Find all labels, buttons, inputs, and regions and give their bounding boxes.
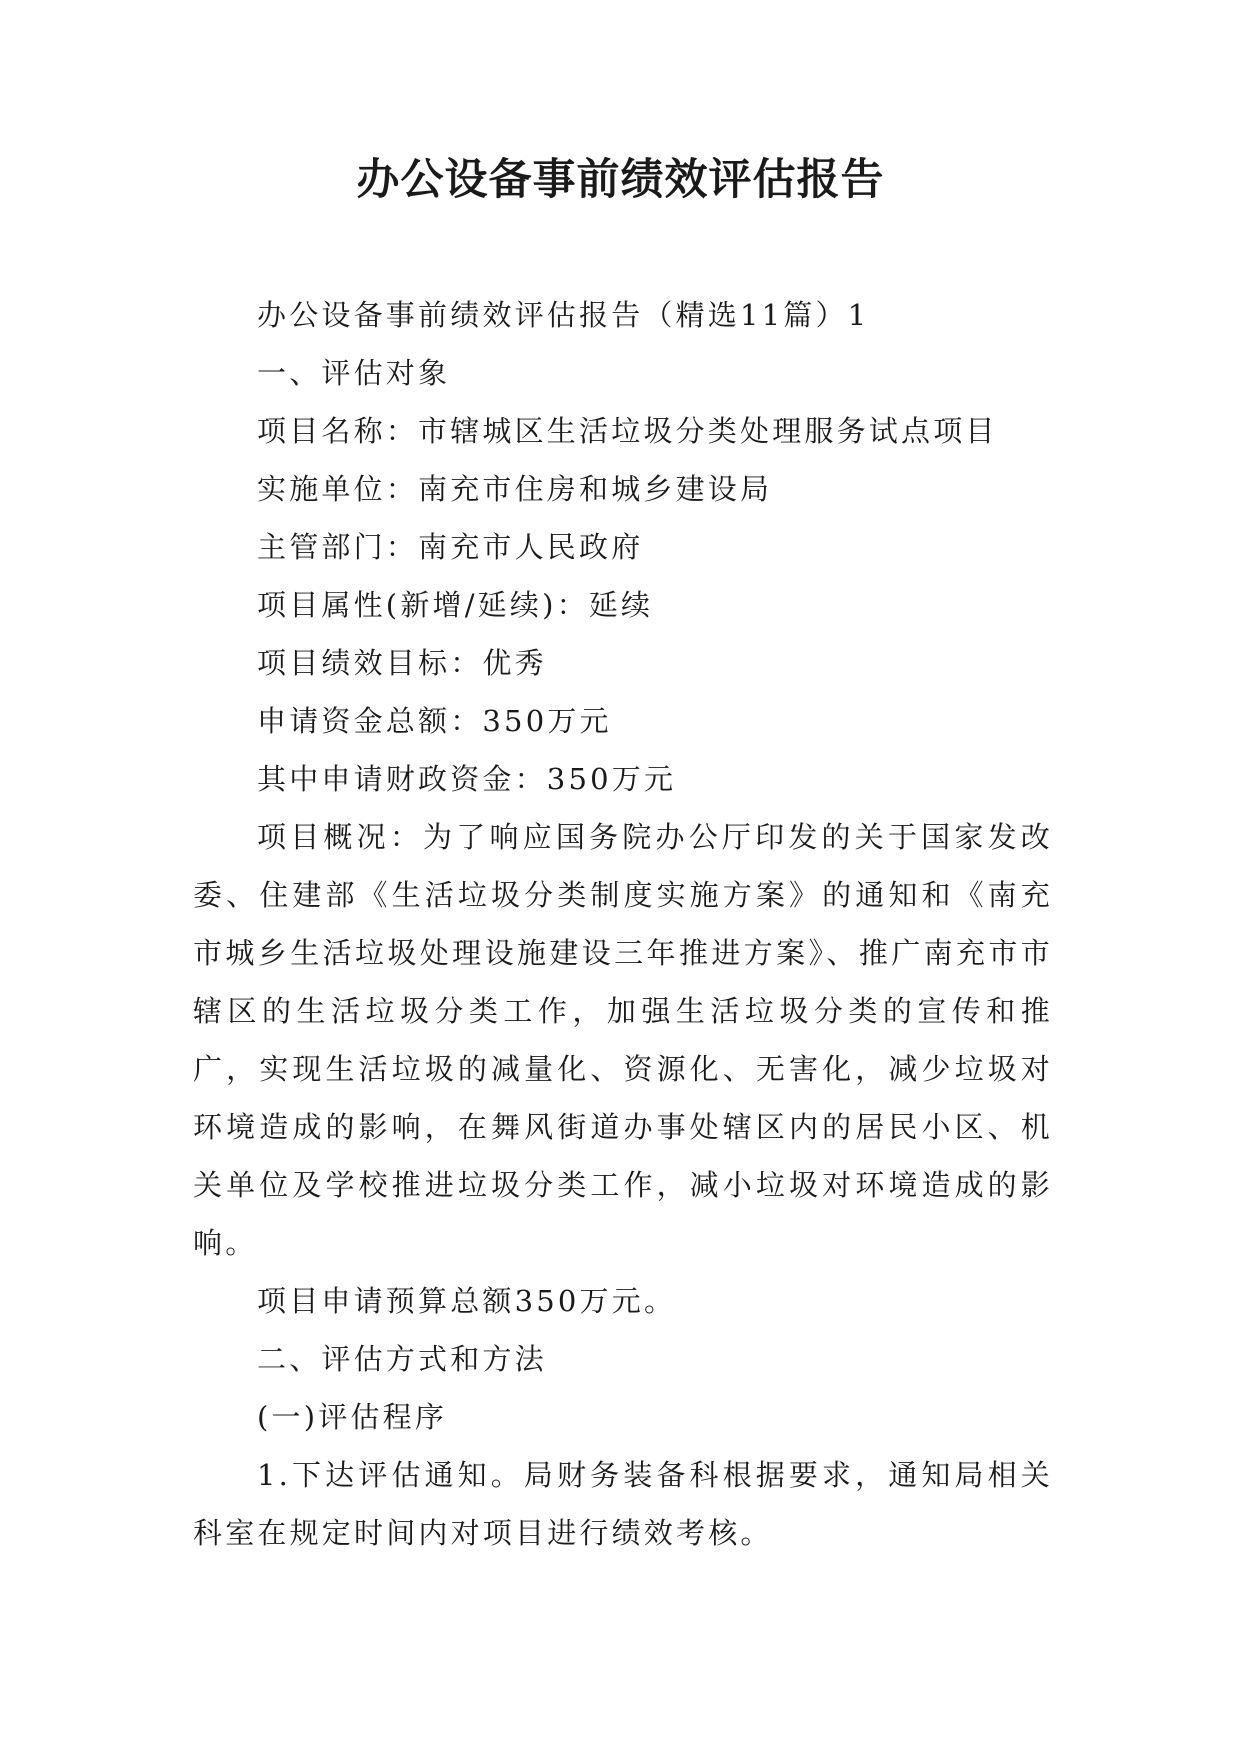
document-body: [193, 286, 1053, 1562]
paragraph-step-1: 1.下达评估通知。局财务装备科根据要求，通知局相关科室在规定时间内对项目进行绩效考核。: [193, 1458, 1053, 1550]
paragraph-competent-department: 主管部门：南充市人民政府: [257, 530, 644, 564]
document-title: 办公设备事前绩效评估报告: [356, 155, 885, 205]
paragraph-implementing-unit: 实施单位：南充市住房和城乡建设局: [257, 472, 773, 506]
section-heading-evaluation-methods: 二、评估方式和方法: [257, 1342, 547, 1376]
paragraph-project-attribute: 项目属性(新增/延续)：延续: [257, 588, 654, 622]
paragraph-total-funds: 申请资金总额：350万元: [257, 704, 612, 738]
paragraph-performance-goal: 项目绩效目标：优秀: [257, 646, 547, 680]
subsection-heading-evaluation-procedure: (一)评估程序: [257, 1400, 448, 1434]
paragraph-subtitle: 办公设备事前绩效评估报告（精选11篇）1: [257, 298, 870, 332]
paragraph-fiscal-funds: 其中申请财政资金：350万元: [257, 762, 677, 796]
section-heading-evaluation-object: 一、评估对象: [257, 356, 451, 390]
paragraph-project-name: 项目名称：市辖城区生活垃圾分类处理服务试点项目: [257, 414, 998, 448]
paragraph-project-overview: 项目概况：为了响应国务院办公厅印发的关于国家发改委、住建部《生活垃圾分类制度实施方案》的通知和《南充市城乡生活垃圾处理设施建设三年推进方案》、推广南充市市辖区的生活垃圾分类工作，加强生活垃圾分类的宣传和推广，实现生活垃圾的减量化、资源化、无害化，减少垃圾对环境造成的影响，在舞风街道办事处辖区内的居民小区、机关单位及学校推进垃圾分类工作，减小垃圾对环境造成的影响。: [193, 820, 1053, 1260]
paragraph-budget-total: 项目申请预算总额350万元。: [257, 1284, 677, 1318]
